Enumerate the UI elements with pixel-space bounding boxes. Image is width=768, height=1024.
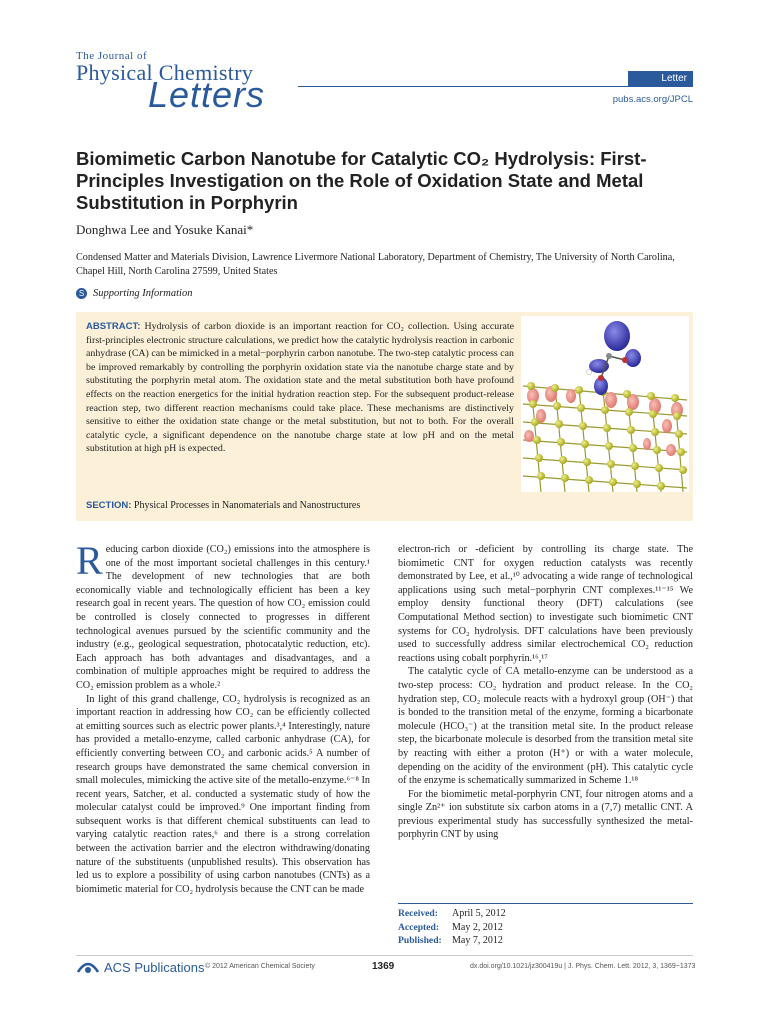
accepted-date: May 2, 2012: [452, 921, 503, 933]
dates-rule: [398, 903, 693, 904]
body-paragraph: electron-rich or -deficient by controlling its charge state. The biomimetic CNT for oxygen reduction catalysts was recently demonstrated by Lee, et al.,¹⁰ advocating a wide range of technological applications using such metal−porphyrin CNT complexes.¹¹⁻¹⁵ We employ density functional theory (DFT) calculations (see Computational Method section) to investigate such biomimetic CNT systems for CO₂ hydrolysis. DFT calculations have been previously used to successfully address similar electrochemical CO₂ reduction reactions using cobalt porphyrin.¹⁶,¹⁷: [398, 544, 693, 664]
abstract-body: Hydrolysis of carbon dioxide is an important reaction for CO₂ collection. Using accurate first-principles electronic structure calculations, we predict how the catalytic hydrolysis reaction in carbonic anhydrase (CA) can be mimicked in a metal−porphyrin carbon nanotube. The two-step catalytic process can be improved remarkably by controlling the porphyrin oxidation state via the nanotube charge state and by substituting the porphyrin metal atom. The oxidation state and the metal substitution both have profound effects on the reaction energetics for the initial hydration reaction step. For the subsequent product-release reaction step, two different reaction mechanisms could take place. These mechanisms are distinctively sensitive to either the oxidation state change or the metal substitution, but not to both. For the overall catalytic cycle, a significant dependence on the nanotube charge state at low pH and on the metal substitution at high pH is expected.: [86, 321, 515, 455]
accepted-date-row: [398, 921, 506, 935]
article-affiliation: Condensed Matter and Materials Division, Lawrence Livermore National Laboratory, Department of Chemistry, The University of North Carolina, Chapel Hill, North Carolina 27599, United States: [76, 252, 675, 277]
body-column-left: [76, 538, 370, 896]
acs-logo-icon: [76, 958, 100, 976]
received-label: Received:: [398, 908, 438, 919]
body-paragraph: In light of this grand challenge, CO₂ hydrolysis is recognized as an important reaction in addressing how CO₂ can be efficiently collected at emitting sources such as electric power plants.³,⁴ Interestingly, nature has provided a metallo-enzyme, called carbonic anhydrase (CA), for efficiently converting between CO₂ and carbonic acids.⁵ A number of research groups have demonstrated the same chemical conversion in small molecules, mimicking the active site of the metallo-enzyme.⁶⁻⁸ In recent years, Satcher, et al. conducted a systematic study of how the molecular catalyst could be improved.⁹ One important finding from subsequent works is that different chemical substituents can lead to varying catalytic reaction rates,⁶ and there is a strong correlation between the activation barrier and the electron withdrawing/donating nature of the substituents (unpublished results). This observation has led us to explore a possibility of using carbon nanotubes (CNTs) as a biomimetic material for CO₂ hydrolysis because the CNT can be made: [76, 693, 370, 895]
body-column-right: [398, 543, 693, 842]
published-date-row: [398, 934, 506, 948]
published-label: Published:: [398, 935, 442, 946]
body-paragraph: For the biomimetic metal-porphyrin CNT, four nitrogen atoms and a single Zn²⁺ ion substitute six carbon atoms in a (7,7) metallic CNT. A previous experimental study has successfully synthesized the metal-porphyrin CNT by using: [398, 788, 693, 841]
section-label: SECTION:: [86, 500, 132, 511]
supporting-info-icon: S: [76, 288, 87, 299]
copyright-notice: © 2012 American Chemical Society: [205, 963, 315, 970]
journal-name-line3: Letters: [148, 74, 266, 115]
journal-name-line1: The Journal of: [76, 50, 148, 62]
paragraph-text: educing carbon dioxide (CO₂) emissions into the atmosphere is one of the most important societal challenges in this century.¹ The development of new technologies that are both economically viable and technologically efficient has been a key research goal in recent years. The question of how CO₂ emission could be controlled is closely connected to progresses in different technological avenues pursued by the scientific community and the industry (e.g., geological sequestration, photocatalytic reduction, etc). Each approach has both advantages and disadvantages, and a combination of multiple approaches might be required to address the CO₂ emission problem as a whole.²: [76, 544, 370, 691]
journal-url-link[interactable]: pubs.acs.org/JPCL: [612, 94, 693, 105]
published-date: May 7, 2012: [452, 935, 503, 946]
nanotube-molecule-graphic: [521, 316, 689, 492]
body-paragraph: [76, 538, 370, 693]
journal-name-line2: Physical Chemistry: [76, 60, 254, 85]
article-type-badge: Letter: [628, 71, 693, 87]
abstract-text: [86, 320, 514, 456]
article-authors: Donghwa Lee and Yosuke Kanai*: [76, 222, 254, 237]
doi-citation[interactable]: dx.doi.org/10.1021/jz300419u | J. Phys. Chem. Lett. 2012, 3, 1369−1373: [470, 963, 696, 970]
drop-cap: R: [76, 538, 103, 583]
received-date-row: [398, 907, 506, 921]
body-paragraph: The catalytic cycle of CA metallo-enzyme can be understood as a two-step process: CO₂ hydration and product release. In the CO₂ hydration step, CO₂ molecule reacts with a hydroxyl group (OH⁻) that is bonded to the transition metal of the enzyme, forming a bicarbonate molecule (HCO₃⁻) at the transition metal site. In the product release step, the bicarbonate molecule is desorbed from the transition metal site by reacting with either a proton (H⁺) or with a water molecule, depending on the acidity of the environment (pH). This catalytic cycle of the enzyme is schematically summarized in Scheme 1.¹⁸: [398, 666, 693, 787]
section-text: Physical Processes in Nanomaterials and Nanostructures: [133, 500, 361, 511]
supporting-information-link[interactable]: [76, 288, 192, 299]
publisher-name: ACS Publications: [104, 959, 205, 975]
page-number: 1369: [372, 961, 395, 972]
article-title: Biomimetic Carbon Nanotube for Catalytic CO₂ Hydrolysis: First-Principles Investigation on the Role of Oxidation State and Metal Substitution in Porphyrin: [76, 148, 647, 213]
accepted-label: Accepted:: [398, 921, 440, 933]
publication-dates: [398, 907, 506, 948]
abstract-section-line: [86, 500, 360, 511]
acs-publications-logo[interactable]: [76, 958, 204, 976]
received-date: April 5, 2012: [452, 908, 506, 919]
toc-graphic-nanotube: [521, 316, 689, 492]
abstract-label: ABSTRACT:: [86, 321, 141, 332]
supporting-info-label: Supporting Information: [93, 288, 193, 299]
footer-rule: [76, 955, 693, 956]
